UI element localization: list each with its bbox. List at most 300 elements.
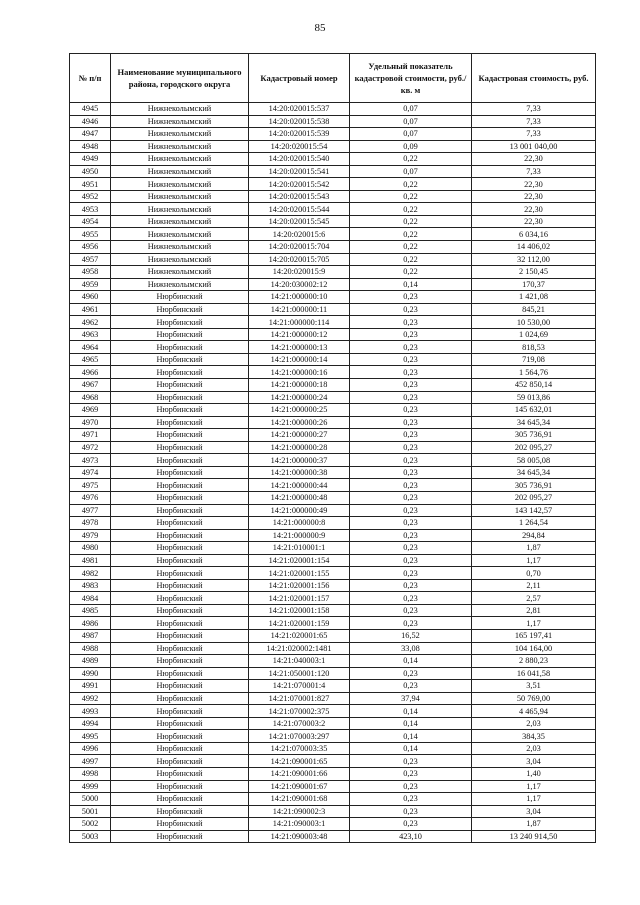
cadastral-number-cell: 14:21:090002:3 <box>249 805 350 818</box>
cadastral-number-cell: 14:21:020001:154 <box>249 554 350 567</box>
cadastral-number-cell: 14:21:000000:14 <box>249 353 350 366</box>
unit-value-cell: 0,23 <box>350 353 472 366</box>
table-row <box>70 717 596 730</box>
municipality-cell: Нюрбинский <box>111 379 249 392</box>
unit-value-cell: 0,23 <box>350 793 472 806</box>
cadastral-number-cell: 14:20:020015:538 <box>249 115 350 128</box>
unit-value-cell: 0,07 <box>350 165 472 178</box>
table-row <box>70 554 596 567</box>
municipality-cell: Нюрбинский <box>111 642 249 655</box>
table-row <box>70 767 596 780</box>
cadastral-number-cell: 14:21:020001:156 <box>249 579 350 592</box>
table-row <box>70 454 596 467</box>
municipality-cell: Нижнеколымский <box>111 165 249 178</box>
cadastral-number-cell: 14:21:000000:16 <box>249 366 350 379</box>
cadastral-value-cell: 58 005,08 <box>472 454 596 467</box>
row-number-cell: 4964 <box>70 341 111 354</box>
cadastral-number-cell: 14:21:000000:26 <box>249 416 350 429</box>
cadastral-value-cell: 13 001 040,00 <box>472 140 596 153</box>
municipality-cell: Нюрбинский <box>111 479 249 492</box>
row-number-cell: 4973 <box>70 454 111 467</box>
cadastral-value-cell: 452 850,14 <box>472 379 596 392</box>
cadastral-value-cell: 4 465,94 <box>472 705 596 718</box>
row-number-cell: 4971 <box>70 429 111 442</box>
unit-value-cell: 0,23 <box>350 291 472 304</box>
cadastral-value-cell: 13 240 914,50 <box>472 830 596 843</box>
cadastral-value-cell: 104 164,00 <box>472 642 596 655</box>
table-row <box>70 416 596 429</box>
cadastral-number-cell: 14:21:010001:1 <box>249 542 350 555</box>
table-row <box>70 228 596 241</box>
table-row <box>70 692 596 705</box>
table-row <box>70 103 596 116</box>
cadastral-number-cell: 14:21:000000:12 <box>249 328 350 341</box>
cadastral-value-cell: 14 406,02 <box>472 241 596 254</box>
cadastral-number-cell: 14:21:070001:827 <box>249 692 350 705</box>
unit-value-cell: 0,22 <box>350 153 472 166</box>
municipality-cell: Нюрбинский <box>111 604 249 617</box>
table-row <box>70 391 596 404</box>
table-row <box>70 755 596 768</box>
cadastral-value-cell: 1,17 <box>472 780 596 793</box>
cadastral-value-cell: 1,87 <box>472 542 596 555</box>
cadastral-number-cell: 14:21:000000:28 <box>249 441 350 454</box>
row-number-cell: 4993 <box>70 705 111 718</box>
row-number-cell: 4987 <box>70 629 111 642</box>
cadastral-number-cell: 14:21:000000:48 <box>249 491 350 504</box>
municipality-cell: Нижнеколымский <box>111 153 249 166</box>
cadastral-value-cell: 34 645,34 <box>472 466 596 479</box>
header-municipality: Наименование муниципального района, городского округа <box>111 54 249 103</box>
unit-value-cell: 33,08 <box>350 642 472 655</box>
cadastral-value-cell: 7,33 <box>472 115 596 128</box>
municipality-cell: Нюрбинский <box>111 454 249 467</box>
table-row <box>70 479 596 492</box>
cadastral-number-cell: 14:21:090001:68 <box>249 793 350 806</box>
table-row <box>70 793 596 806</box>
unit-value-cell: 37,94 <box>350 692 472 705</box>
municipality-cell: Нижнеколымский <box>111 103 249 116</box>
municipality-cell: Нижнеколымский <box>111 178 249 191</box>
row-number-cell: 4962 <box>70 316 111 329</box>
unit-value-cell: 0,23 <box>350 366 472 379</box>
cadastral-number-cell: 14:21:070002:375 <box>249 705 350 718</box>
cadastral-number-cell: 14:21:070003:2 <box>249 717 350 730</box>
row-number-cell: 4978 <box>70 517 111 530</box>
unit-value-cell: 0,23 <box>350 554 472 567</box>
header-cadastral-value: Кадастровая стоимость, руб. <box>472 54 596 103</box>
table-row <box>70 579 596 592</box>
table-row <box>70 655 596 668</box>
unit-value-cell: 0,23 <box>350 379 472 392</box>
cadastral-value-cell: 2 880,23 <box>472 655 596 668</box>
municipality-cell: Нюрбинский <box>111 818 249 831</box>
unit-value-cell: 0,07 <box>350 103 472 116</box>
cadastral-value-table <box>69 53 596 843</box>
municipality-cell: Нижнеколымский <box>111 215 249 228</box>
unit-value-cell: 0,23 <box>350 404 472 417</box>
row-number-cell: 4970 <box>70 416 111 429</box>
unit-value-cell: 423,10 <box>350 830 472 843</box>
unit-value-cell: 0,23 <box>350 454 472 467</box>
unit-value-cell: 0,23 <box>350 441 472 454</box>
municipality-cell: Нюрбинский <box>111 517 249 530</box>
row-number-cell: 4984 <box>70 592 111 605</box>
unit-value-cell: 0,14 <box>350 278 472 291</box>
municipality-cell: Нюрбинский <box>111 542 249 555</box>
row-number-cell: 4988 <box>70 642 111 655</box>
row-number-cell: 4946 <box>70 115 111 128</box>
unit-value-cell: 0,09 <box>350 140 472 153</box>
row-number-cell: 4972 <box>70 441 111 454</box>
cadastral-number-cell: 14:21:000000:18 <box>249 379 350 392</box>
row-number-cell: 4958 <box>70 266 111 279</box>
municipality-cell: Нижнеколымский <box>111 266 249 279</box>
header-cadastral-number: Кадастровый номер <box>249 54 350 103</box>
cadastral-value-cell: 2,11 <box>472 579 596 592</box>
cadastral-number-cell: 14:20:020015:541 <box>249 165 350 178</box>
cadastral-value-cell: 165 197,41 <box>472 629 596 642</box>
row-number-cell: 4966 <box>70 366 111 379</box>
municipality-cell: Нижнеколымский <box>111 128 249 141</box>
municipality-cell: Нижнеколымский <box>111 278 249 291</box>
municipality-cell: Нюрбинский <box>111 667 249 680</box>
table-row <box>70 818 596 831</box>
unit-value-cell: 0,22 <box>350 190 472 203</box>
cadastral-value-cell: 143 142,57 <box>472 504 596 517</box>
unit-value-cell: 0,23 <box>350 680 472 693</box>
unit-value-cell: 0,14 <box>350 705 472 718</box>
cadastral-value-cell: 32 112,00 <box>472 253 596 266</box>
table-row <box>70 780 596 793</box>
cadastral-number-cell: 14:21:000000:13 <box>249 341 350 354</box>
table-row <box>70 316 596 329</box>
municipality-cell: Нюрбинский <box>111 466 249 479</box>
cadastral-number-cell: 14:20:020015:540 <box>249 153 350 166</box>
row-number-cell: 4981 <box>70 554 111 567</box>
row-number-cell: 4975 <box>70 479 111 492</box>
unit-value-cell: 0,14 <box>350 730 472 743</box>
row-number-cell: 4949 <box>70 153 111 166</box>
table-row <box>70 680 596 693</box>
row-number-cell: 5003 <box>70 830 111 843</box>
row-number-cell: 4967 <box>70 379 111 392</box>
cadastral-value-cell: 1 421,08 <box>472 291 596 304</box>
municipality-cell: Нюрбинский <box>111 391 249 404</box>
table-row <box>70 140 596 153</box>
cadastral-number-cell: 14:21:090003:1 <box>249 818 350 831</box>
cadastral-value-cell: 1,17 <box>472 617 596 630</box>
cadastral-value-cell: 2,57 <box>472 592 596 605</box>
cadastral-value-cell: 22,30 <box>472 190 596 203</box>
row-number-cell: 4986 <box>70 617 111 630</box>
table-row <box>70 404 596 417</box>
cadastral-number-cell: 14:21:000000:9 <box>249 529 350 542</box>
unit-value-cell: 0,23 <box>350 391 472 404</box>
municipality-cell: Нюрбинский <box>111 491 249 504</box>
unit-value-cell: 0,23 <box>350 491 472 504</box>
unit-value-cell: 0,23 <box>350 303 472 316</box>
row-number-cell: 5002 <box>70 818 111 831</box>
cadastral-number-cell: 14:21:040003:1 <box>249 655 350 668</box>
municipality-cell: Нюрбинский <box>111 404 249 417</box>
cadastral-value-cell: 3,04 <box>472 755 596 768</box>
cadastral-value-cell: 10 530,00 <box>472 316 596 329</box>
municipality-cell: Нюрбинский <box>111 554 249 567</box>
row-number-cell: 4948 <box>70 140 111 153</box>
cadastral-value-cell: 3,51 <box>472 680 596 693</box>
municipality-cell: Нижнеколымский <box>111 203 249 216</box>
unit-value-cell: 0,07 <box>350 115 472 128</box>
unit-value-cell: 0,23 <box>350 567 472 580</box>
municipality-cell: Нюрбинский <box>111 366 249 379</box>
cadastral-number-cell: 14:21:000000:10 <box>249 291 350 304</box>
row-number-cell: 4991 <box>70 680 111 693</box>
table-row <box>70 592 596 605</box>
unit-value-cell: 0,23 <box>350 466 472 479</box>
cadastral-number-cell: 14:21:000000:11 <box>249 303 350 316</box>
row-number-cell: 4985 <box>70 604 111 617</box>
cadastral-number-cell: 14:21:090001:67 <box>249 780 350 793</box>
unit-value-cell: 0,23 <box>350 416 472 429</box>
row-number-cell: 4955 <box>70 228 111 241</box>
table-row <box>70 178 596 191</box>
municipality-cell: Нюрбинский <box>111 353 249 366</box>
cadastral-number-cell: 14:21:050001:120 <box>249 667 350 680</box>
row-number-cell: 4951 <box>70 178 111 191</box>
unit-value-cell: 0,23 <box>350 504 472 517</box>
municipality-cell: Нюрбинский <box>111 629 249 642</box>
cadastral-value-cell: 1 564,76 <box>472 366 596 379</box>
table-row <box>70 567 596 580</box>
unit-value-cell: 0,23 <box>350 529 472 542</box>
municipality-cell: Нюрбинский <box>111 291 249 304</box>
cadastral-value-cell: 22,30 <box>472 203 596 216</box>
cadastral-value-cell: 2,81 <box>472 604 596 617</box>
cadastral-value-cell: 145 632,01 <box>472 404 596 417</box>
cadastral-value-cell: 719,08 <box>472 353 596 366</box>
header-row-number: № п/п <box>70 54 111 103</box>
cadastral-number-cell: 14:20:030002:12 <box>249 278 350 291</box>
municipality-cell: Нюрбинский <box>111 579 249 592</box>
unit-value-cell: 0,23 <box>350 667 472 680</box>
cadastral-number-cell: 14:21:070003:297 <box>249 730 350 743</box>
municipality-cell: Нюрбинский <box>111 655 249 668</box>
table-row <box>70 441 596 454</box>
unit-value-cell: 0,22 <box>350 203 472 216</box>
municipality-cell: Нюрбинский <box>111 717 249 730</box>
cadastral-number-cell: 14:20:020015:9 <box>249 266 350 279</box>
row-number-cell: 4996 <box>70 742 111 755</box>
municipality-cell: Нижнеколымский <box>111 241 249 254</box>
table-row <box>70 341 596 354</box>
cadastral-number-cell: 14:21:020001:159 <box>249 617 350 630</box>
unit-value-cell: 0,23 <box>350 780 472 793</box>
unit-value-cell: 0,23 <box>350 604 472 617</box>
municipality-cell: Нижнеколымский <box>111 253 249 266</box>
cadastral-value-cell: 7,33 <box>472 128 596 141</box>
table-row <box>70 742 596 755</box>
unit-value-cell: 0,22 <box>350 228 472 241</box>
municipality-cell: Нижнеколымский <box>111 190 249 203</box>
unit-value-cell: 0,23 <box>350 592 472 605</box>
cadastral-number-cell: 14:21:020001:65 <box>249 629 350 642</box>
cadastral-number-cell: 14:20:020015:542 <box>249 178 350 191</box>
cadastral-number-cell: 14:21:000000:38 <box>249 466 350 479</box>
municipality-cell: Нюрбинский <box>111 730 249 743</box>
cadastral-number-cell: 14:21:020001:158 <box>249 604 350 617</box>
table-row <box>70 617 596 630</box>
row-number-cell: 4954 <box>70 215 111 228</box>
row-number-cell: 4945 <box>70 103 111 116</box>
row-number-cell: 4961 <box>70 303 111 316</box>
table-row <box>70 128 596 141</box>
cadastral-number-cell: 14:21:070001:4 <box>249 680 350 693</box>
unit-value-cell: 0,23 <box>350 316 472 329</box>
row-number-cell: 4956 <box>70 241 111 254</box>
cadastral-value-cell: 59 013,86 <box>472 391 596 404</box>
cadastral-value-cell: 2 150,45 <box>472 266 596 279</box>
table-row <box>70 517 596 530</box>
row-number-cell: 4974 <box>70 466 111 479</box>
cadastral-value-cell: 7,33 <box>472 165 596 178</box>
municipality-cell: Нюрбинский <box>111 780 249 793</box>
cadastral-value-cell: 1,17 <box>472 554 596 567</box>
cadastral-number-cell: 14:20:020015:704 <box>249 241 350 254</box>
cadastral-number-cell: 14:20:020015:545 <box>249 215 350 228</box>
row-number-cell: 4976 <box>70 491 111 504</box>
cadastral-value-cell: 384,35 <box>472 730 596 743</box>
cadastral-number-cell: 14:21:000000:27 <box>249 429 350 442</box>
table-row <box>70 278 596 291</box>
row-number-cell: 4994 <box>70 717 111 730</box>
unit-value-cell: 0,23 <box>350 805 472 818</box>
cadastral-value-cell: 170,37 <box>472 278 596 291</box>
municipality-cell: Нюрбинский <box>111 617 249 630</box>
cadastral-value-cell: 818,53 <box>472 341 596 354</box>
municipality-cell: Нижнеколымский <box>111 228 249 241</box>
row-number-cell: 5000 <box>70 793 111 806</box>
table-row <box>70 429 596 442</box>
table-row <box>70 604 596 617</box>
unit-value-cell: 0,22 <box>350 253 472 266</box>
cadastral-number-cell: 14:21:000000:37 <box>249 454 350 467</box>
row-number-cell: 4947 <box>70 128 111 141</box>
cadastral-value-cell: 6 034,16 <box>472 228 596 241</box>
unit-value-cell: 0,23 <box>350 767 472 780</box>
table-row <box>70 529 596 542</box>
row-number-cell: 4989 <box>70 655 111 668</box>
table-row <box>70 203 596 216</box>
cadastral-value-cell: 1 264,54 <box>472 517 596 530</box>
unit-value-cell: 0,23 <box>350 429 472 442</box>
cadastral-number-cell: 14:21:000000:49 <box>249 504 350 517</box>
municipality-cell: Нюрбинский <box>111 328 249 341</box>
row-number-cell: 4990 <box>70 667 111 680</box>
cadastral-number-cell: 14:20:020015:705 <box>249 253 350 266</box>
cadastral-value-cell: 50 769,00 <box>472 692 596 705</box>
row-number-cell: 4957 <box>70 253 111 266</box>
municipality-cell: Нюрбинский <box>111 504 249 517</box>
row-number-cell: 4999 <box>70 780 111 793</box>
cadastral-value-cell: 845,21 <box>472 303 596 316</box>
unit-value-cell: 0,22 <box>350 178 472 191</box>
unit-value-cell: 0,22 <box>350 241 472 254</box>
table-row <box>70 253 596 266</box>
table-row <box>70 466 596 479</box>
cadastral-value-cell: 16 041,58 <box>472 667 596 680</box>
row-number-cell: 4998 <box>70 767 111 780</box>
row-number-cell: 4968 <box>70 391 111 404</box>
row-number-cell: 4963 <box>70 328 111 341</box>
header-unit-value: Удельный показатель кадастровой стоимости, руб./кв. м <box>350 54 472 103</box>
row-number-cell: 4982 <box>70 567 111 580</box>
cadastral-number-cell: 14:21:090003:48 <box>249 830 350 843</box>
municipality-cell: Нюрбинский <box>111 680 249 693</box>
row-number-cell: 4983 <box>70 579 111 592</box>
unit-value-cell: 0,23 <box>350 517 472 530</box>
table-row <box>70 504 596 517</box>
unit-value-cell: 0,07 <box>350 128 472 141</box>
row-number-cell: 4950 <box>70 165 111 178</box>
table-row <box>70 830 596 843</box>
unit-value-cell: 0,22 <box>350 266 472 279</box>
row-number-cell: 4995 <box>70 730 111 743</box>
page-number: 85 <box>314 22 326 34</box>
table-row <box>70 303 596 316</box>
cadastral-number-cell: 14:21:000000:114 <box>249 316 350 329</box>
table-row <box>70 667 596 680</box>
cadastral-number-cell: 14:21:020002:1481 <box>249 642 350 655</box>
table-row <box>70 642 596 655</box>
cadastral-value-cell: 202 095,27 <box>472 491 596 504</box>
cadastral-number-cell: 14:21:020001:157 <box>249 592 350 605</box>
row-number-cell: 4953 <box>70 203 111 216</box>
cadastral-value-cell: 22,30 <box>472 153 596 166</box>
table-header-row <box>70 54 596 103</box>
cadastral-number-cell: 14:20:020015:537 <box>249 103 350 116</box>
municipality-cell: Нюрбинский <box>111 705 249 718</box>
unit-value-cell: 0,23 <box>350 818 472 831</box>
table-row <box>70 266 596 279</box>
cadastral-value-cell: 1 024,69 <box>472 328 596 341</box>
unit-value-cell: 0,22 <box>350 215 472 228</box>
municipality-cell: Нюрбинский <box>111 303 249 316</box>
cadastral-value-cell: 22,30 <box>472 178 596 191</box>
table-row <box>70 542 596 555</box>
table-row <box>70 215 596 228</box>
row-number-cell: 4952 <box>70 190 111 203</box>
municipality-cell: Нюрбинский <box>111 429 249 442</box>
row-number-cell: 4980 <box>70 542 111 555</box>
cadastral-value-cell: 3,04 <box>472 805 596 818</box>
cadastral-number-cell: 14:20:020015:539 <box>249 128 350 141</box>
table-row <box>70 328 596 341</box>
cadastral-number-cell: 14:20:020015:6 <box>249 228 350 241</box>
municipality-cell: Нюрбинский <box>111 441 249 454</box>
unit-value-cell: 0,23 <box>350 755 472 768</box>
row-number-cell: 4965 <box>70 353 111 366</box>
cadastral-number-cell: 14:21:000000:44 <box>249 479 350 492</box>
table-row <box>70 190 596 203</box>
table-row <box>70 705 596 718</box>
municipality-cell: Нюрбинский <box>111 567 249 580</box>
municipality-cell: Нюрбинский <box>111 830 249 843</box>
cadastral-number-cell: 14:21:020001:155 <box>249 567 350 580</box>
municipality-cell: Нижнеколымский <box>111 115 249 128</box>
cadastral-number-cell: 14:20:020015:544 <box>249 203 350 216</box>
cadastral-number-cell: 14:20:020015:54 <box>249 140 350 153</box>
